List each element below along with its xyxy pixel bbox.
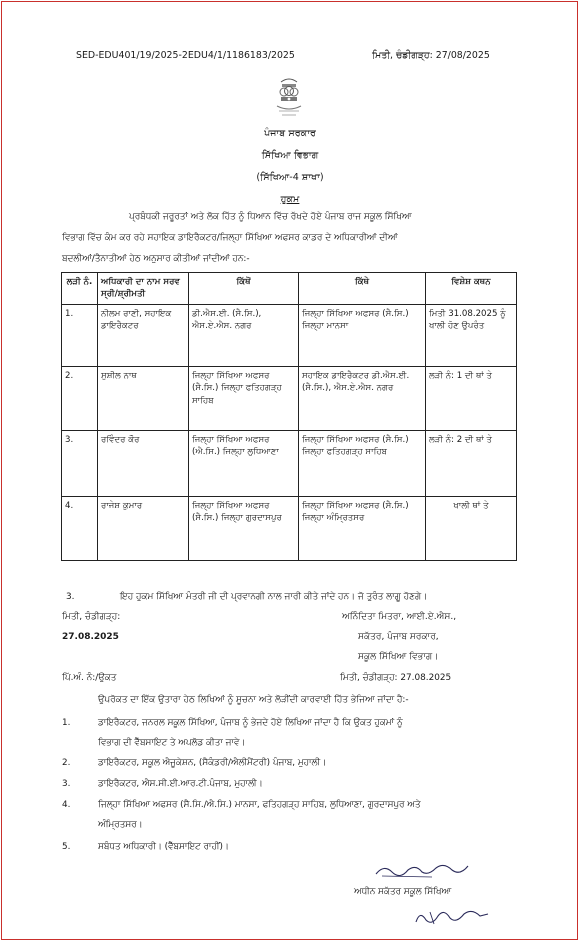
cell-from: ਜਿਲ੍ਹਾ ਸਿੱਖਿਆ ਅਫਸਰ (ਸੈ.ਸਿ.) ਜਿਲ੍ਹਾ ਫਤਿਹਗੜ੍ਹ ਸਾਹਿਬ — [189, 366, 299, 430]
list-item-number: 1. — [62, 718, 71, 728]
title-department: ਸਿੱਖਿਆ ਵਿਭਾਗ — [261, 150, 319, 161]
officer-name: ਅਨਿੰਦਿਤਾ ਮਿਤਰਾ, ਆਈ.ਏ.ਐਸ., — [342, 612, 457, 622]
cell-serial: 4. — [62, 496, 98, 560]
cell-remarks: ਲੜੀ ਨੰ: 1 ਦੀ ਥਾਂ ਤੇ — [426, 366, 517, 430]
list-item-line: ਅੰਮ੍ਰਿਤਸਰ। — [98, 820, 143, 830]
intro-line-3: ਬਦਲੀਆਂ/ਤੈਨਾਤੀਆਂ ਹੇਠ ਅਨੁਸਾਰ ਕੀਤੀਆਂ ਜਾਂਦੀਆਂ ਹਨ:- — [62, 254, 250, 264]
government-emblem-icon — [271, 76, 307, 122]
table-row — [62, 430, 517, 496]
header-officer-name: ਅਧਿਕਾਰੀ ਦਾ ਨਾਮ ਸਰਵ ਸ੍ਰੀ/ਸ਼੍ਰੀਮਤੀ — [98, 273, 189, 305]
list-item-line: ਡਾਇਰੈਕਟਰ, ਐਸ.ਸੀ.ਈ.ਆਰ.ਟੀ.ਪੰਜਾਬ, ਮੁਹਾਲੀ। — [98, 779, 263, 789]
transfer-table — [61, 272, 517, 561]
cell-to: ਜਿਲ੍ਹਾ ਸਿੱਖਿਆ ਅਫਸਰ (ਸੈ.ਸਿ.) ਜਿਲ੍ਹਾ ਮਾਨਸਾ — [299, 304, 426, 366]
officer-title-1: ਸਕੱਤਰ, ਪੰਜਾਬ ਸਰਕਾਰ, — [358, 632, 439, 642]
cell-to: ਜਿਲ੍ਹਾ ਸਿੱਖਿਆ ਅਫਸਰ (ਸੈ.ਸਿ.) ਜਿਲ੍ਹਾ ਅੰਮ੍ਰਿਤਸਰ — [299, 496, 426, 560]
header-from: ਕਿੱਥੋਂ — [189, 273, 299, 305]
cell-officer-name: ਨੀਲਮ ਰਾਣੀ, ਸਹਾਇਕ ਡਾਇਰੈਕਟਰ — [98, 304, 189, 366]
list-item-number: 2. — [62, 758, 71, 768]
cell-remarks: ਮਿਤੀ 31.08.2025 ਨੂੰ ਖਾਲੀ ਹੋਣ ਉਪਰੰਤ — [426, 304, 517, 366]
cell-officer-name: ਸੁਸ਼ੀਲ ਨਾਥ — [98, 366, 189, 430]
header-serial: ਲੜੀ ਨੰ. — [62, 273, 98, 305]
cell-serial: 2. — [62, 366, 98, 430]
cell-officer-name: ਰਾਜੇਸ਼ ਕੁਮਾਰ — [98, 496, 189, 560]
cell-serial: 3. — [62, 430, 98, 496]
list-item-line: ਡਾਇਰੈਕਟਰ, ਜਨਰਲ ਸਕੂਲ ਸਿੱਖਿਆ, ਪੰਜਾਬ ਨੂੰ ਭੇਜਦੇ ਹੋਏ ਲਿਖਿਆ ਜਾਂਦਾ ਹੈ ਕਿ ਉਕਤ ਹੁਕਮਾਂ ਨੂੰ — [98, 718, 403, 728]
list-item-number: 3. — [62, 779, 71, 789]
table-row — [62, 304, 517, 366]
officer-title-2: ਸਕੂਲ ਸਿੱਖਿਆ ਵਿਭਾਗ। — [358, 652, 439, 662]
reference-number: SED-EDU401/19/2025-2EDU4/1/1186183/2025 — [76, 50, 295, 61]
title-branch: (ਸਿੱਖਿਆ-4 ਸ਼ਾਖਾ) — [256, 172, 324, 183]
cell-serial: 1. — [62, 304, 98, 366]
list-item-line: ਜਿਲ੍ਹਾ ਸਿੱਖਿਆ ਅਫਸਰ (ਸੈ.ਸਿ./ਐ.ਸਿ.) ਮਾਨਸਾ, ਫਤਿਹਗੜ੍ਹ ਸਾਹਿਬ, ਲੁਧਿਆਣਾ, ਗੁਰਦਾਸਪੁਰ ਅਤੇ — [98, 800, 421, 810]
cell-remarks: ਲੜੀ ਨੰ: 2 ਦੀ ਥਾਂ ਤੇ — [426, 430, 517, 496]
cell-to: ਜਿਲ੍ਹਾ ਸਿੱਖਿਆ ਅਫਸਰ (ਸੈ.ਸਿ.) ਜਿਲ੍ਹਾ ਫਤਿਹਗੜ੍ਹ ਸਾਹਿਬ — [299, 430, 426, 496]
signoff-date: 27.08.2025 — [62, 632, 119, 642]
initials-signature-icon — [412, 904, 492, 930]
intro-line-1: ਪ੍ਰਬੰਧਕੀ ਜਰੂਰਤਾਂ ਅਤੇ ਲੋਕ ਹਿੱਤ ਨੂੰ ਧਿਆਨ ਵਿੱਚ ਰੱਖਦੇ ਹੋਏ ਪੰਜਾਬ ਰਾਜ ਸਕੂਲ ਸਿੱਖਿਆ — [129, 212, 412, 222]
table-row — [62, 366, 517, 430]
title-government: ਪੰਜਾਬ ਸਰਕਾਰ — [264, 128, 316, 139]
table-row — [62, 496, 517, 560]
header-remarks: ਵਿਸ਼ੇਸ਼ ਕਥਨ — [426, 273, 517, 305]
closing-title: ਅਧੀਨ ਸਕੱਤਰ ਸਕੂਲ ਸਿੱਖਿਆ — [354, 887, 452, 897]
signoff-place: ਮਿਤੀ, ਚੰਡੀਗੜ੍ਹ: — [62, 612, 121, 622]
cell-from: ਡੀ.ਐਸ.ਈ. (ਸੈ.ਸਿ.), ਐਸ.ਏ.ਐਸ. ਨਗਰ — [189, 304, 299, 366]
header-date: ਮਿਤੀ, ਚੰਡੀਗੜ੍ਹ: 27/08/2025 — [372, 50, 490, 61]
header-to: ਕਿੱਥੇ — [299, 273, 426, 305]
list-item-line: ਵਿਭਾਗ ਦੀ ਵੈੱਬਸਾਇਟ ਤੇ ਅਪਲੋਡ ਕੀਤਾ ਜਾਵੇ। — [98, 738, 246, 748]
cell-remarks: ਖਾਲੀ ਥਾਂ ਤੇ — [426, 496, 517, 560]
title-order: ਹੁਕਮ — [280, 194, 300, 205]
clause-3-text: ਇਹ ਹੁਕਮ ਸਿੱਖਿਆ ਮੰਤਰੀ ਜੀ ਦੀ ਪ੍ਰਵਾਨਗੀ ਨਾਲ ਜਾਰੀ ਕੀਤੇ ਜਾਂਦੇ ਹਨ। ਜੋ ਤੁਰੰਤ ਲਾਗੂ ਹੋਣਗੇ। — [120, 592, 428, 602]
endorsement-intro: ਉਪਰੋਕਤ ਦਾ ਇੱਕ ਉਤਾਰਾ ਹੇਠ ਲਿਖਿਆਂ ਨੂੰ ਸੂਚਨਾ ਅਤੇ ਲੋੜੀਂਦੀ ਕਾਰਵਾਈ ਹਿੱਤ ਭੇਜਿਆ ਜਾਂਦਾ ਹੈ:- — [98, 695, 409, 705]
list-item-line: ਡਾਇਰੈਕਟਰ, ਸਕੂਲ ਐਜੂਕੇਸ਼ਨ, (ਸੈਕੰਡਰੀ/ਐਲੀਮੈਂਟਰੀ) ਪੰਜਾਬ, ਮੁਹਾਲੀ। — [98, 758, 327, 768]
cell-officer-name: ਰਵਿੰਦਰ ਕੌਰ — [98, 430, 189, 496]
list-item-number: 5. — [62, 842, 71, 852]
cell-from: ਜਿਲ੍ਹਾ ਸਿੱਖਿਆ ਅਫਸਰ (ਸੈ.ਸਿ.) ਜਿਲ੍ਹਾ ਗੁਰਦਾਸਪੁਰ — [189, 496, 299, 560]
endorsement-date: ਮਿਤੀ, ਚੰਡੀਗੜ੍ਹ: 27.08.2025 — [340, 673, 452, 683]
list-item-line: ਸਬੰਧਤ ਅਧਿਕਾਰੀ। (ਵੈੱਬਸਾਇਟ ਰਾਹੀਂ)। — [98, 842, 229, 852]
intro-line-2: ਵਿਭਾਗ ਵਿੱਚ ਕੰਮ ਕਰ ਰਹੇ ਸਹਾਇਕ ਡਾਇਰੈਕਟਰ/ਜਿਲ੍ਹਾ ਸਿੱਖਿਆ ਅਫਸਰ ਕਾਡਰ ਦੇ ਅਧਿਕਾਰੀਆਂ ਦੀਆਂ — [62, 233, 398, 243]
signature-icon — [372, 858, 472, 882]
clause-3-number: 3. — [66, 592, 75, 602]
cell-to: ਸਹਾਇਕ ਡਾਇਰੈਕਟਰ ਡੀ.ਐਸ.ਈ. (ਸੈ.ਸਿ.), ਐਸ.ਏ.ਐਸ. ਨਗਰ — [299, 366, 426, 430]
endorsement-ref: ਪਿੱ.ਅੰ. ਨੰ:/ਉਕਤ — [62, 673, 117, 683]
table-header-row — [62, 273, 517, 305]
list-item-number: 4. — [62, 800, 71, 810]
cell-from: ਜਿਲ੍ਹਾ ਸਿੱਖਿਆ ਅਫਸਰ (ਐ.ਸਿ.) ਜਿਲ੍ਹਾ ਲੁਧਿਆਣਾ — [189, 430, 299, 496]
